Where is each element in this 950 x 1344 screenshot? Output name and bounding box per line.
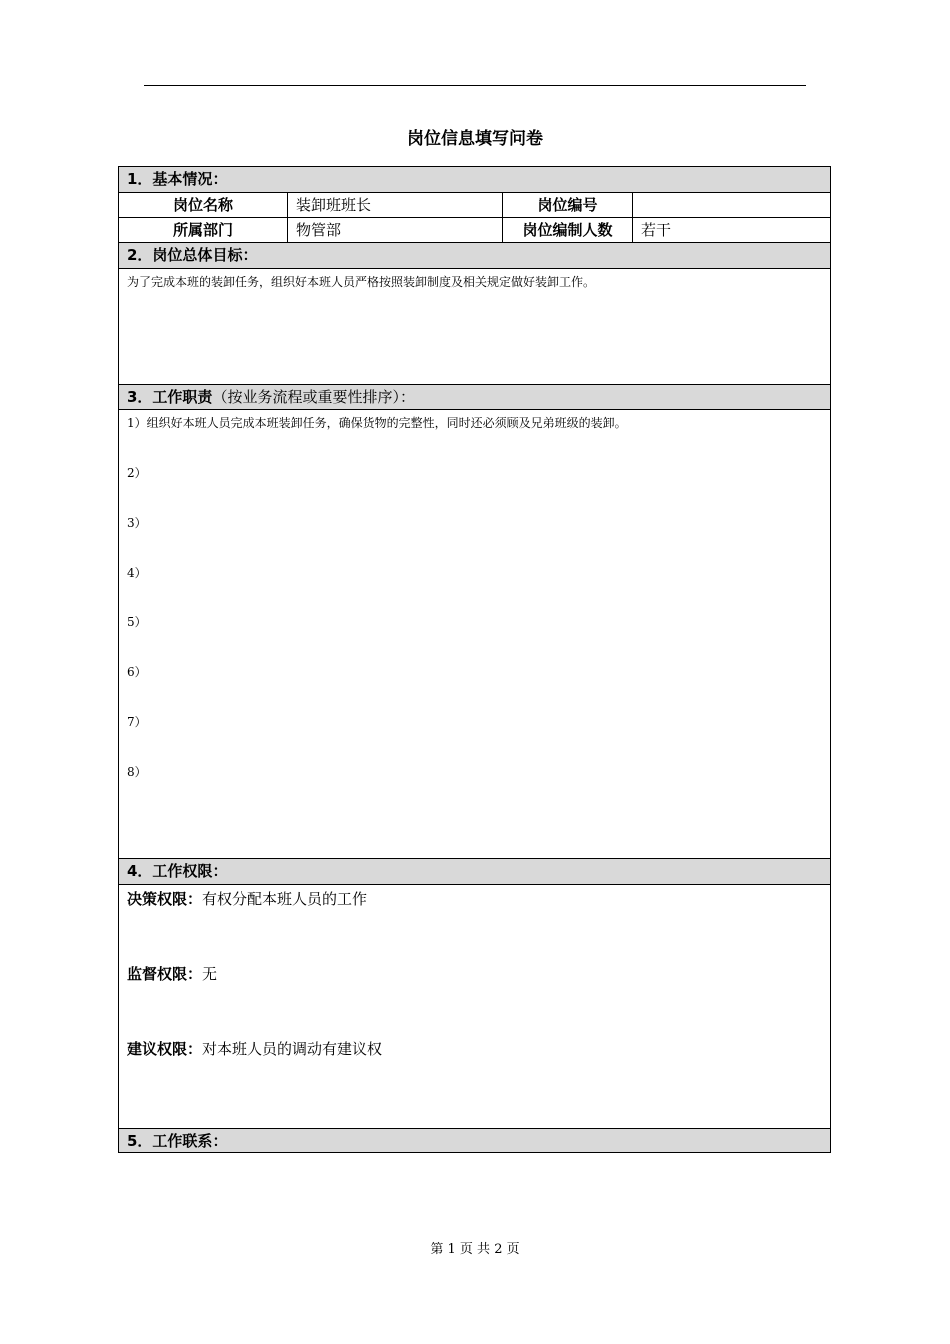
questionnaire-form: [118, 166, 831, 1153]
duty-item: 7）: [127, 715, 147, 729]
department-label: 所属部门: [172, 221, 233, 239]
overall-goal-box[interactable]: [119, 269, 830, 384]
supervision-authority-value: 无: [202, 965, 218, 983]
department-row: [119, 218, 830, 243]
headcount-value[interactable]: 若干: [632, 218, 830, 242]
duties-heading-note: （按业务流程或重要性排序）：: [212, 388, 415, 406]
document-title: 岗位信息填写问卷: [407, 129, 543, 149]
supervision-authority-label: 监督权限：: [127, 965, 203, 983]
section-authority-heading: 4．工作权限：: [119, 858, 830, 885]
headcount-label: 岗位编制人数: [502, 218, 632, 242]
supervision-authority: [127, 963, 217, 984]
authority-box[interactable]: [119, 885, 830, 1128]
section-duties-heading: [119, 384, 830, 410]
overall-goal-text: 为了完成本班的装卸任务，组织好本班人员严格按照装卸制度及相关规定做好装卸工作。: [127, 275, 596, 289]
job-code-value[interactable]: [632, 193, 830, 217]
duty-item: 5）: [127, 615, 147, 629]
duty-item: 3）: [127, 516, 147, 530]
duties-box[interactable]: [119, 410, 830, 858]
decision-authority: [127, 888, 367, 909]
section-overall-goal-heading: 2．岗位总体目标：: [119, 243, 830, 269]
header-rule: [144, 85, 806, 86]
suggestion-authority: [127, 1038, 382, 1059]
duty-item: 4）: [127, 566, 147, 580]
decision-authority-value: 有权分配本班人员的工作: [202, 890, 368, 908]
duty-item: 2）: [127, 466, 147, 480]
section-basic-info-heading: 1．基本情况：: [119, 167, 830, 193]
duty-item: 8）: [127, 765, 147, 779]
job-name-value[interactable]: 装卸班班长: [287, 193, 502, 217]
duty-item: 6）: [127, 665, 147, 679]
duties-heading-label: 3．工作职责: [127, 388, 213, 406]
suggestion-authority-value: 对本班人员的调动有建议权: [202, 1040, 383, 1058]
job-name-row: [119, 193, 830, 218]
decision-authority-label: 决策权限：: [127, 890, 203, 908]
suggestion-authority-label: 建议权限：: [127, 1040, 203, 1058]
job-code-label: 岗位编号: [502, 193, 632, 217]
duty-item: 1）组织好本班人员完成本班装卸任务，确保货物的完整性，同时还必须顾及兄弟班级的装卸。: [127, 416, 627, 430]
page-footer: 第 1 页 共 2 页: [430, 1242, 520, 1257]
department-value[interactable]: 物管部: [287, 218, 502, 242]
job-name-label: 岗位名称: [172, 196, 233, 214]
section-work-contacts-heading: 5．工作联系：: [119, 1128, 830, 1152]
